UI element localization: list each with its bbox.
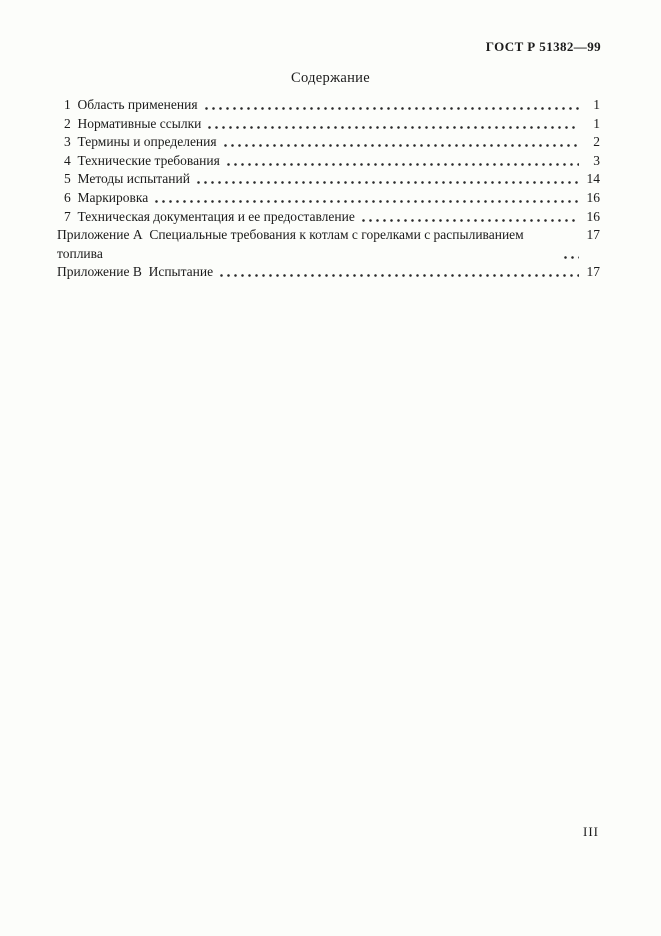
toc-leader-dots (201, 96, 579, 115)
toc-entry (57, 189, 600, 208)
toc-entry-page-number: 1 (593, 97, 600, 112)
document-code: ГОСТ Р 51382—99 (485, 39, 601, 54)
toc-leader-dots (151, 189, 579, 208)
toc-entry-page-number: 2 (593, 134, 600, 150)
toc-entry-label: Приложение В Испытание (57, 264, 214, 280)
toc-leader-dots (223, 152, 579, 171)
toc-entry-page-number: 3 (593, 152, 600, 168)
toc-entry-page-number: 16 (586, 208, 600, 224)
toc-leader-dots (220, 133, 579, 152)
toc-leader-dots (216, 263, 579, 282)
toc-entry (57, 208, 600, 227)
toc-entry-label: Приложение А Специальные требования к котлам с горелками с распыливанием топлива (57, 227, 528, 261)
toc-leader-dots (560, 226, 579, 263)
toc-entry-page-number: 14 (586, 171, 600, 187)
page-number: III (583, 824, 599, 839)
toc-entry (57, 152, 600, 171)
toc-leader-dots (358, 208, 579, 227)
toc-leader-dots (204, 115, 579, 134)
toc-entry (57, 170, 600, 189)
toc-list (57, 96, 600, 282)
toc-entry-page-number: 16 (586, 189, 600, 205)
toc-entry (57, 226, 600, 263)
toc-entry (57, 263, 600, 282)
toc-entry (57, 115, 600, 134)
toc-entry-page-number: 1 (593, 115, 600, 131)
toc-entry-label: 5 Методы испытаний (64, 171, 190, 187)
toc-entry-label: 4 Технические требования (64, 152, 220, 168)
toc-entry-label: 7 Техническая документация и ее предоставление (64, 208, 355, 224)
toc-entry-label: 6 Маркировка (64, 189, 149, 205)
toc-entry-page-number: 17 (586, 264, 600, 280)
toc-title: Содержание (291, 70, 370, 86)
toc-entry-label: 3 Термины и определения (64, 134, 217, 150)
toc-entry-label: 1 Область применения (64, 97, 198, 112)
toc-entry-page-number: 17 (586, 227, 600, 243)
toc-leader-dots (193, 170, 579, 189)
toc-entry-label: 2 Нормативные ссылки (64, 115, 202, 131)
toc-entry (57, 96, 600, 115)
toc-entry (57, 133, 600, 152)
